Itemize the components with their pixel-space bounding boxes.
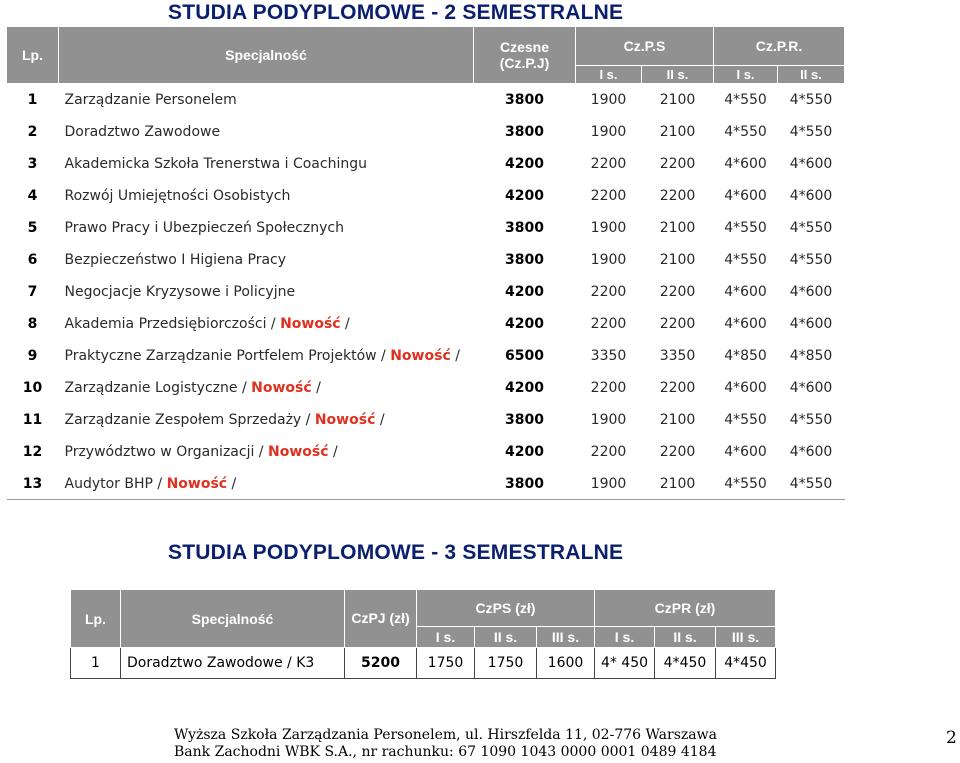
czps-sem2: 1750 [475,648,537,679]
label-suffix: / [328,444,338,460]
specialization-label: Praktyczne Zarządzanie Portfelem Projektów / [64,348,391,364]
tuition-total: 4200 [474,436,576,468]
czps-sem2: 2100 [642,468,714,500]
czpr-sem1: 4*600 [714,180,778,212]
specialization-label: Przywództwo w Organizacji / [64,444,268,460]
czpr-sem1: 4*600 [714,148,778,180]
czpr-sem3: 4*450 [716,648,776,679]
header-sem2: II s. [642,66,714,85]
new-badge: Nowość [280,316,341,332]
czps-sem1: 1900 [576,84,642,116]
section2-title: STUDIA PODYPLOMOWE - 3 SEMESTRALNE [168,541,624,564]
new-badge: Nowość [390,348,451,364]
page-number: 2 [946,728,957,748]
czpr-sem1: 4*550 [714,244,778,276]
czpr-sem1: 4*550 [714,404,778,436]
czpr-sem1: 4*600 [714,436,778,468]
new-badge: Nowość [314,412,376,428]
czps-sem1: 1900 [576,404,642,436]
label-suffix: / [340,316,350,332]
specialization-label: Prawo Pracy i Ubezpieczeń Społecznych [64,220,344,236]
label-suffix: / [375,412,385,428]
tuition-total: 5200 [345,648,417,679]
table-row [7,308,845,340]
czpr-sem2: 4*550 [778,84,845,116]
footer-address: Wyższa Szkoła Zarządzania Personelem, ul. Hirszfelda 11, 02-776 Warszawa [174,727,717,743]
specialization-label: Negocjacje Kryzysowe i Policyjne [64,284,296,300]
specialization-name [59,276,474,308]
table-row [7,212,845,244]
tuition-total: 4200 [474,372,576,404]
specialization-label: Akademicka Szkoła Trenerstwa i Coachingu [64,156,367,172]
specialization-label: Akademia Przedsiębiorczości / [64,316,281,332]
specialization-label: Zarządzanie Logistyczne / [64,380,252,396]
specialization-name [59,340,474,372]
czpr-sem2: 4*550 [778,212,845,244]
tuition-total: 3800 [474,116,576,148]
specialization-name [59,244,474,276]
row-number: 11 [7,404,59,436]
czpr-sem2: 4*550 [778,404,845,436]
czpr-sem2: 4*600 [778,180,845,212]
czpr-sem1: 4*550 [714,116,778,148]
czpr-sem2: 4*600 [778,148,845,180]
czps-sem2: 2200 [642,372,714,404]
specialization-name [59,84,474,116]
czpr-sem2: 4*550 [778,116,845,148]
label-suffix: / [450,348,460,364]
new-badge: Nowość [267,444,329,460]
specialization-name [59,308,474,340]
czps-sem2: 2200 [642,276,714,308]
czpr-sem1: 4* 450 [595,648,655,679]
tuition-total: 4200 [474,276,576,308]
table-row [7,276,845,308]
header-specialization: Specjalność [121,590,345,648]
tuition-total: 6500 [474,340,576,372]
row-number: 3 [7,148,59,180]
specialization-label: Zarządzanie Personelem [64,92,237,108]
tuition-total: 3800 [474,212,576,244]
table-row [7,180,845,212]
header-lp: Lp. [7,27,59,85]
czps-sem1: 2200 [576,372,642,404]
specialization-name [59,116,474,148]
czps-sem2: 2200 [642,148,714,180]
header-sem1: I s. [595,627,655,648]
specialization-name [59,372,474,404]
czpr-sem1: 4*600 [714,276,778,308]
specialization-label: Rozwój Umiejętności Osobistych [64,188,291,204]
czps-sem1: 2200 [576,180,642,212]
czpr-sem2: 4*600 [778,276,845,308]
table-row [7,340,845,372]
row-number: 5 [7,212,59,244]
czpr-sem2: 4*550 [778,244,845,276]
table-row [71,648,776,679]
header-specialization: Specjalność [59,27,474,85]
specialization-name [59,404,474,436]
table-row [7,404,845,436]
czps-sem1: 2200 [576,308,642,340]
table-row [7,84,845,116]
czps-sem2: 2100 [642,212,714,244]
czps-sem1: 2200 [576,276,642,308]
row-number: 13 [7,468,59,500]
czpr-sem1: 4*550 [714,212,778,244]
header-sem1: I s. [417,627,475,648]
tuition-total: 3800 [474,84,576,116]
row-number: 2 [7,116,59,148]
specialization-name: Doradztwo Zawodowe / K3 [121,648,345,679]
header-sem1: I s. [576,66,642,85]
table-row [7,436,845,468]
czps-sem2: 2100 [642,84,714,116]
czps-sem1: 1900 [576,212,642,244]
two-semester-price-table [6,26,845,500]
czpr-sem2: 4*600 [778,308,845,340]
tuition-total: 4200 [474,308,576,340]
tuition-total: 3800 [474,244,576,276]
czpr-sem2: 4*550 [778,468,845,500]
row-number: 6 [7,244,59,276]
specialization-name [59,468,474,500]
table-row [7,148,845,180]
czps-sem1: 1900 [576,244,642,276]
header-total: Czesne (Cz.P.J) [474,27,576,85]
new-badge: Nowość [166,476,228,492]
row-number: 12 [7,436,59,468]
header-czpr: CzPR (zł) [595,590,776,627]
row-number: 9 [7,340,59,372]
tuition-total: 4200 [474,148,576,180]
czpr-sem1: 4*550 [714,84,778,116]
row-number: 10 [7,372,59,404]
tuition-total: 4200 [474,180,576,212]
header-sem2: II s. [778,66,845,85]
czps-sem2: 2100 [642,404,714,436]
czps-sem2: 2200 [642,180,714,212]
header-lp: Lp. [71,590,121,648]
header-sem2: II s. [655,627,716,648]
specialization-name [59,436,474,468]
header-czps: Cz.P.S [576,27,714,66]
header-sem3: III s. [537,627,595,648]
header-total: CzPJ (zł) [345,590,417,648]
czps-sem2: 2200 [642,436,714,468]
header-sem1: I s. [714,66,778,85]
czps-sem1: 1750 [417,648,475,679]
czpr-sem1: 4*600 [714,308,778,340]
new-badge: Nowość [251,380,312,396]
czpr-sem1: 4*550 [714,468,778,500]
footer-bank-account: Bank Zachodni WBK S.A., nr rachunku: 67 1090 1043 0000 0001 0489 4184 [174,744,717,760]
czps-sem3: 1600 [537,648,595,679]
czps-sem1: 3350 [576,340,642,372]
tuition-total: 3800 [474,404,576,436]
czpr-sem1: 4*600 [714,372,778,404]
czpr-sem2: 4*850 [778,340,845,372]
header-czps: CzPS (zł) [417,590,595,627]
table-row [7,244,845,276]
czps-sem1: 1900 [576,116,642,148]
specialization-name [59,212,474,244]
czps-sem2: 2100 [642,244,714,276]
specialization-label: Audytor BHP / [64,476,167,492]
header-czpr: Cz.P.R. [714,27,845,66]
row-number: 1 [71,648,121,679]
header-sem3: III s. [716,627,776,648]
row-number: 1 [7,84,59,116]
table-row [7,116,845,148]
label-suffix: / [311,380,321,396]
label-suffix: / [227,476,237,492]
czps-sem1: 2200 [576,436,642,468]
czps-sem2: 3350 [642,340,714,372]
header-sem2: II s. [475,627,537,648]
czpr-sem1: 4*850 [714,340,778,372]
czpr-sem2: 4*600 [778,372,845,404]
row-number: 8 [7,308,59,340]
section1-title: STUDIA PODYPLOMOWE - 2 SEMESTRALNE [168,1,624,24]
czps-sem2: 2200 [642,308,714,340]
three-semester-price-table [70,589,776,679]
specialization-label: Doradztwo Zawodowe [64,124,221,140]
row-number: 4 [7,180,59,212]
specialization-label: Zarządzanie Zespołem Sprzedaży / [64,412,315,428]
specialization-label: Bezpieczeństwo I Higiena Pracy [64,252,287,268]
table-row [7,468,845,500]
specialization-name [59,180,474,212]
tuition-total: 3800 [474,468,576,500]
czps-sem1: 2200 [576,148,642,180]
czpr-sem2: 4*600 [778,436,845,468]
specialization-name [59,148,474,180]
czpr-sem2: 4*450 [655,648,716,679]
table-row [7,372,845,404]
row-number: 7 [7,276,59,308]
czps-sem1: 1900 [576,468,642,500]
czps-sem2: 2100 [642,116,714,148]
